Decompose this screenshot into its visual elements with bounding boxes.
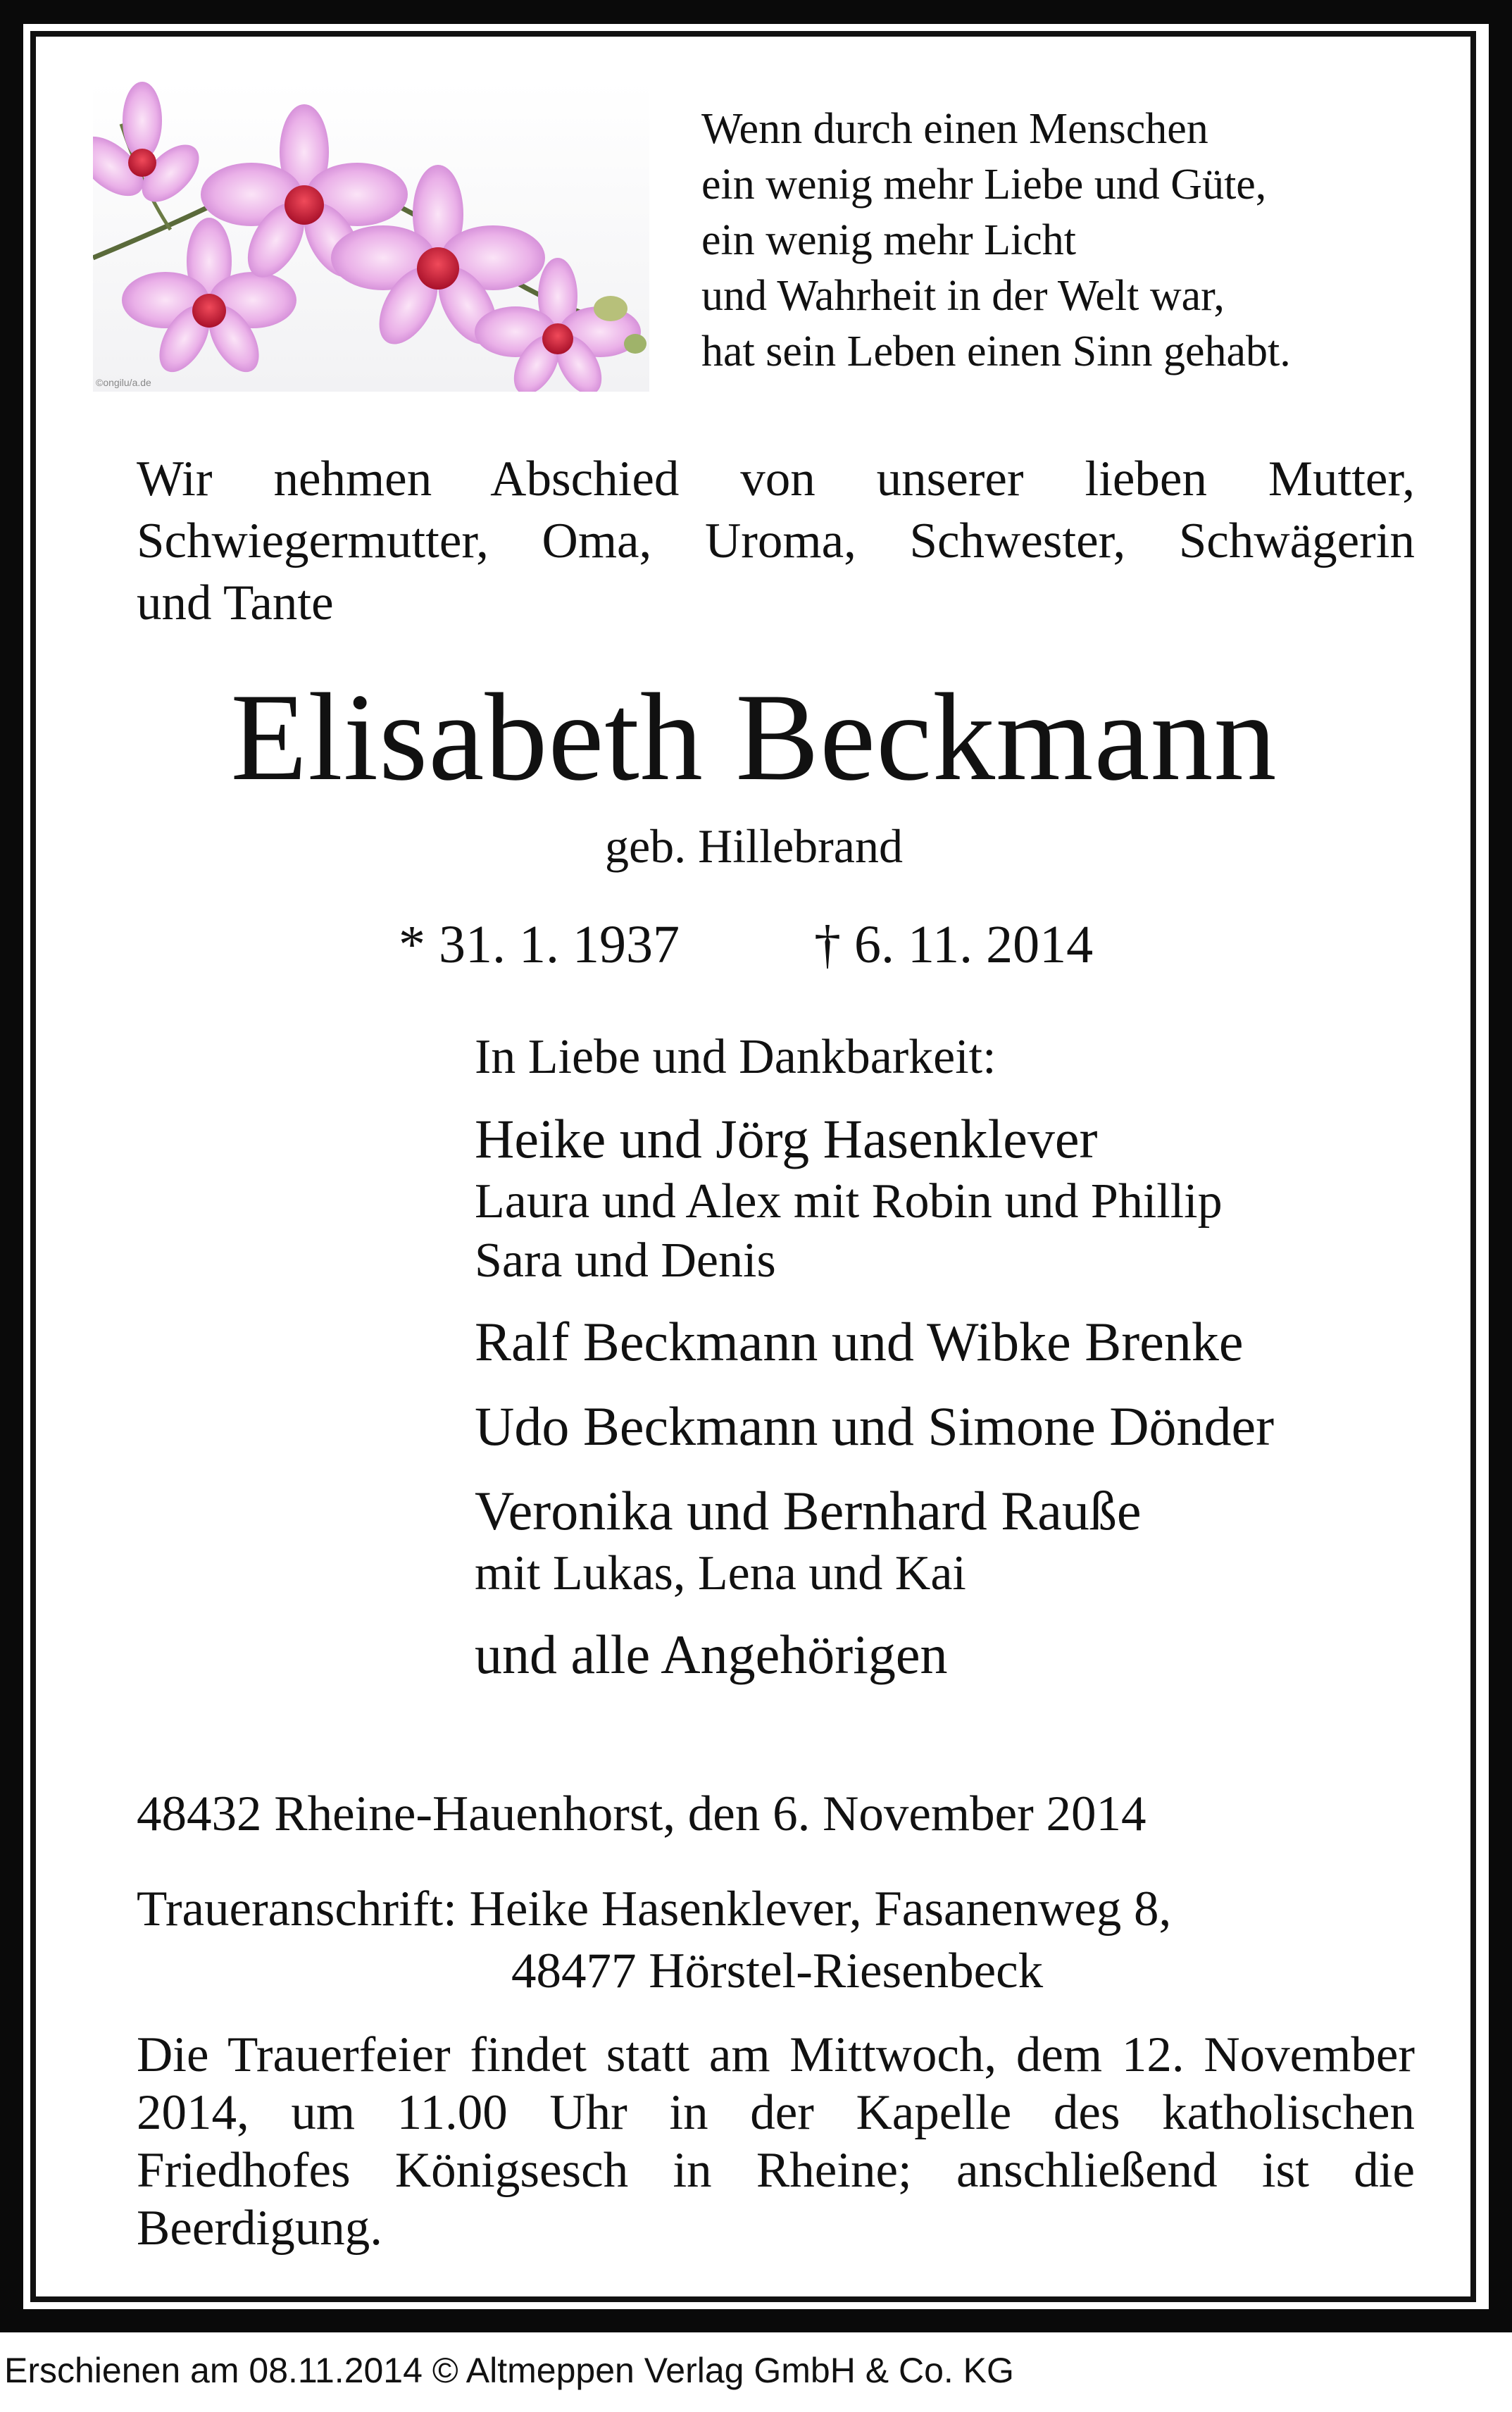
photo-credit: ©ongilu/a.de [96,377,151,388]
poem-line: Wenn durch einen Menschen [701,105,1208,153]
place-date: 48432 Rheine-Hauenhorst, den 6. November 2014 [137,1786,1147,1841]
service-line: Beerdigung. [137,2201,383,2256]
service-line: Friedhofes Königsesch in Rheine; anschließend ist die [137,2143,1415,2198]
poem-line: ein wenig mehr Liebe und Güte, [701,161,1267,209]
birth-date: * 31. 1. 1937 [399,915,680,974]
poem-line: hat sein Leben einen Sinn gehabt. [701,328,1291,375]
mourners-list [475,1026,1461,1688]
mourner-name: Udo Beckmann und Simone Dönder [475,1395,1275,1457]
orchid-image [93,82,649,392]
mourner-sub: mit Lukas, Lena und Kai [475,1546,966,1600]
mourner-closing: und alle Angehörigen [475,1624,948,1685]
mourning-address [137,1878,1415,2002]
service-line: 2014, um 11.00 Uhr in der Kapelle des katholischen [137,2085,1415,2140]
poem [701,101,1462,380]
mourner-name: Veronika und Bernhard Raußе [475,1480,1142,1541]
intro-text [137,448,1415,634]
mourners-heading: In Liebe und Dankbarkeit: [475,1030,996,1084]
deceased-name: Elisabeth Beckmann [230,667,1277,807]
intro-line: Schwiegermutter, Oma, Uroma, Schwester, Schwägerin [137,514,1415,568]
service-line: Die Trauerfeier findet statt am Mittwoch, dem 12. November [137,2027,1415,2082]
mourner-sub: Sara und Denis [475,1233,776,1288]
mourner-name: Ralf Beckmann und Wibke Brenke [475,1311,1244,1372]
address-line: 48477 Hörstel-Riesenbeck [511,1944,1044,1998]
address-line: Traueranschrift: Heike Hasenklever, Fasanenweg 8, [137,1882,1172,1937]
obituary-notice [39,39,1468,2294]
publication-footer: Erschienen am 08.11.2014 © Altmeppen Verlag GmbH & Co. KG [4,2351,1014,2390]
intro-line: Wir nehmen Abschied von unserer lieben Mutter, [137,452,1415,506]
intro-line: und Tante [137,576,334,630]
death-date: † 6. 11. 2014 [814,915,1094,974]
mourner-sub: Laura und Alex mit Robin und Phillip [475,1174,1223,1229]
service-info [137,2026,1415,2257]
mourner-name: Heike und Jörg Hasenklever [475,1108,1098,1169]
poem-line: ein wenig mehr Licht [701,216,1076,264]
maiden-name: geb. Hillebrand [605,819,903,873]
poem-line: und Wahrheit in der Welt war, [701,272,1225,320]
